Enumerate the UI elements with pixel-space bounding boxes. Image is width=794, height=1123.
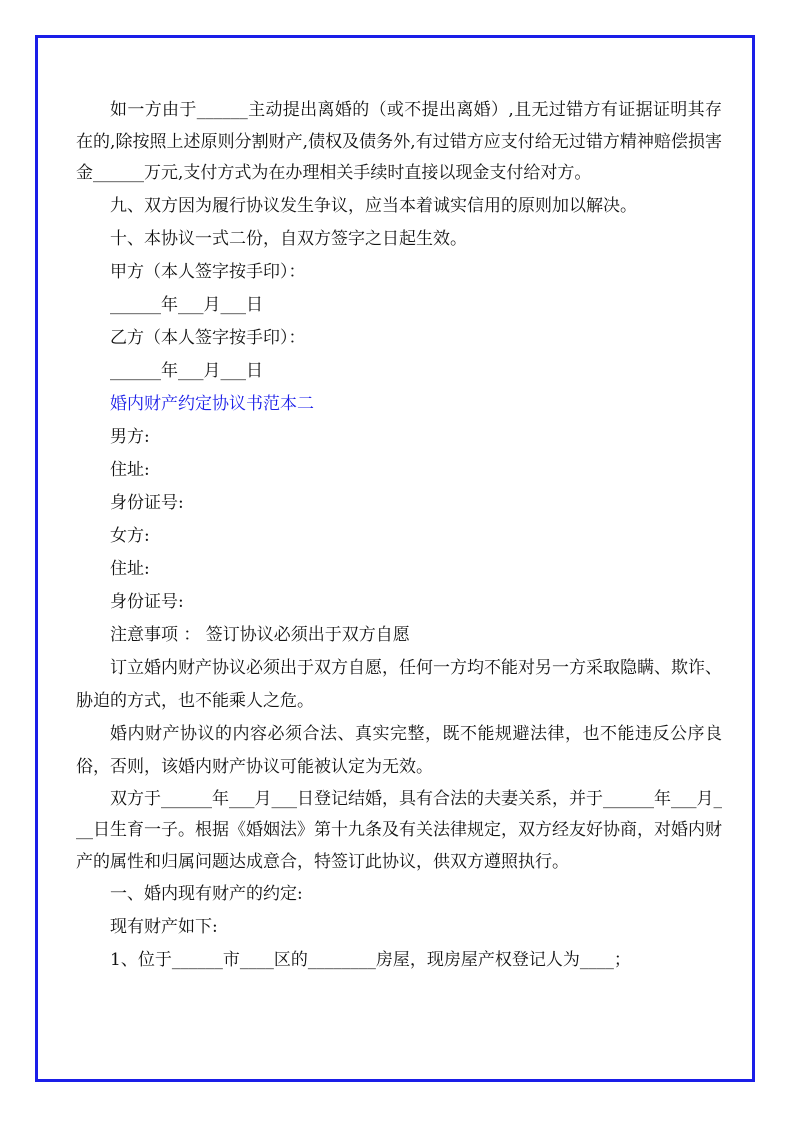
- item-one-title: 一、婚内现有财产的约定:: [110, 884, 303, 904]
- paragraph-legality: 婚内财产协议的内容必须合法、真实完整，既不能规避法律，也不能违反公序良俗，否则，该婚内财产协议可能被认定为无效。: [76, 723, 722, 777]
- document-body: [76, 95, 722, 977]
- female-party-label: 女方:: [110, 525, 150, 546]
- paragraph-compensation: 如一方由于______主动提出离婚的（或不提出离婚）,且无过错方有证据证明其存在的,除按照上述原则分割财产,债权及债务外,有过错方应支付给无过错方精神赔偿损害金______万元,支付方式为在办理相关手续时直接以现金支付给对方。: [76, 100, 722, 183]
- party-a-date-line: ______年___月___日: [110, 294, 263, 315]
- party-b-date-line: ______年___月___日: [110, 360, 263, 381]
- paragraph-effective-clause: 十、本协议一式二份，自双方签字之日起生效。: [110, 228, 467, 249]
- party-a-signature-label: 甲方（本人签字按手印）：: [110, 261, 306, 282]
- female-id-label: 身份证号:: [110, 591, 184, 612]
- male-address-label: 住址:: [110, 459, 150, 480]
- notice-line: 注意事项 ： 签订协议必须出于双方自愿: [110, 624, 410, 645]
- paragraph-voluntary: 订立婚内财产协议必须出于双方自愿，任何一方均不能对另一方采取隐瞒、欺诈、胁迫的方式，也不能乘人之危。: [76, 657, 722, 711]
- male-party-label: 男方:: [110, 426, 150, 447]
- female-address-label: 住址:: [110, 558, 150, 579]
- paragraph-dispute-clause: 九、双方因为履行协议发生争议，应当本着诚实信用的原则加以解决。: [110, 195, 637, 216]
- section-title: 婚内财产约定协议书范本二: [110, 393, 314, 414]
- male-id-label: 身份证号:: [110, 492, 184, 513]
- paragraph-marriage: 双方于______年___月___日登记结婚，具有合法的夫妻关系，并于______年___月___日生育一子。根据《婚姻法》第十九条及有关法律规定，双方经友好协商，对婚内财产的属性和归属问题达成意合，特签订此协议，供双方遵照执行。: [76, 788, 722, 872]
- item-house-line: 1、位于______市____区的________房屋，现房屋产权登记人为____；: [110, 950, 631, 970]
- existing-property-label: 现有财产如下:: [110, 917, 218, 937]
- party-b-signature-label: 乙方（本人签字按手印）：: [110, 327, 306, 348]
